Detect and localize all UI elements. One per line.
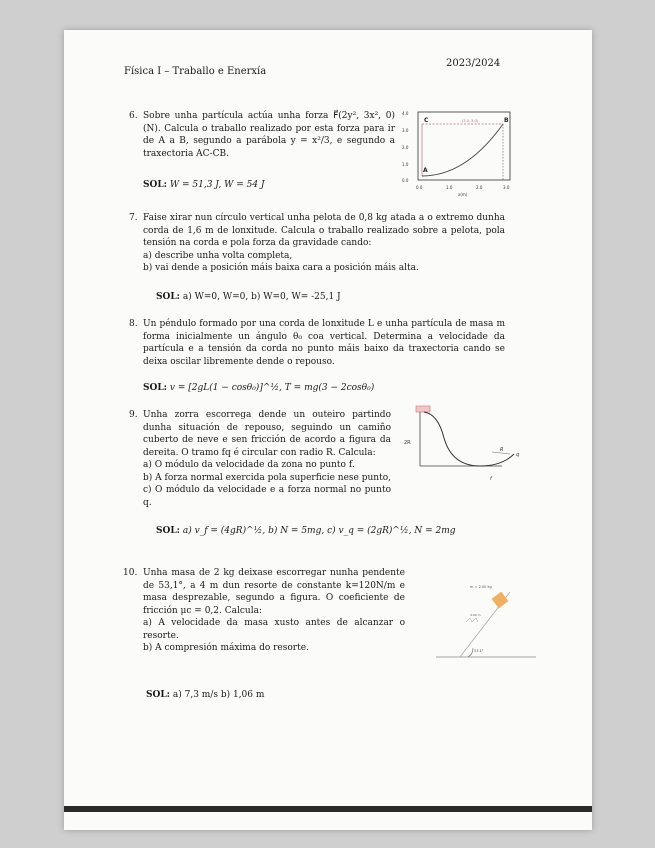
angle-label: 53.1° — [474, 649, 484, 653]
problem-text: Unha masa de 2 kg deixase escorregar nunha pendente de 53,1°, a 4 m dun resorte de constante k=120N/m e masa desprezable, segundo a figura. O coeficiente de fricción μc = 0,2. Calcula: — [143, 568, 405, 616]
solution-7 — [156, 292, 341, 302]
y-tick: 4.0 — [402, 111, 409, 116]
problem-8 — [129, 318, 505, 368]
header-year: 2023/2024 — [446, 58, 501, 69]
point-c-label: C — [424, 117, 429, 124]
force-path-graph — [400, 104, 518, 200]
problem-text: Sobre unha partícula actúa unha forza F⃗(2y², 3x², 0)(N). Calcula o traballo realizado por esta forza para ir de A a B, segundo a parábola y = x²/3, e segundo a traxectoria AC-CB. — [143, 111, 395, 159]
solution-label: SOL: — [156, 526, 180, 536]
solution-10 — [146, 690, 264, 700]
solution-label: SOL: — [143, 383, 167, 393]
radius-label: R — [500, 447, 504, 453]
problem-6 — [129, 110, 395, 160]
problem-9 — [129, 409, 391, 509]
solution-text: a) W=0, W=0, b) W=0, W= -25,1 J — [182, 292, 341, 302]
solution-8 — [143, 383, 374, 393]
item: b) vai dende a posición máis baixa cara a posición máis alta. — [143, 263, 419, 273]
solution-label: SOL: — [143, 180, 167, 190]
y-tick: 3.0 — [402, 128, 409, 133]
problem-text: Unha zorra escorrega dende un outeiro partindo dunha situación de repouso, seguindo un camiño cuberto de neve e sen fricción de acordo a figura da dereita. O tramo fq é circular con radio R. Calcula: — [143, 410, 391, 458]
problem-text: Un péndulo formado por una corda de lonxitude L e unha partícula de masa m forma inicialmente un ángulo θ₀ coa vertical. Determina a velocidade da partícula e a tensión da corda no punto máis baixo da traxectoria cando se deixa oscilar libremente dende o repouso. — [143, 319, 505, 367]
solution-text: a) 7,3 m/s b) 1,06 m — [172, 690, 265, 700]
incline-figure — [436, 580, 540, 664]
problem-number: 6. — [129, 111, 138, 121]
mass-block — [492, 592, 509, 609]
solution-text: W = 51,3 J, W = 54 J — [169, 180, 265, 190]
y-tick: 0.0 — [402, 178, 409, 183]
point-f-label: f — [490, 476, 492, 482]
angle-arc — [468, 648, 473, 657]
solution-label: SOL: — [146, 690, 170, 700]
solution-6 — [143, 180, 265, 190]
snow-path — [424, 412, 514, 466]
problem-number: 10. — [123, 568, 138, 578]
problem-7 — [129, 212, 505, 275]
mass-label: m = 2.00 kg — [470, 585, 492, 589]
page-bottom-border — [64, 806, 592, 812]
point-b-coord: (3.0, 3.0) — [462, 119, 479, 123]
solution-9 — [156, 526, 456, 536]
hill-figure — [402, 404, 526, 490]
item: a) describe unha volta completa, — [143, 250, 293, 261]
fox-block — [416, 406, 430, 412]
problem-10 — [123, 567, 405, 655]
height-label: 2R — [404, 440, 411, 446]
item: c) O módulo da velocidade e a forza normal no punto q. — [143, 485, 391, 508]
header-title: Física I – Traballo e Enerxía — [124, 66, 267, 77]
y-tick: 2.0 — [402, 145, 409, 150]
problem-number: 7. — [129, 213, 138, 223]
parabola-path — [422, 124, 503, 176]
x-tick: 1.0 — [446, 185, 453, 190]
item: b) A forza normal exercida pola superficie nese punto, — [143, 472, 391, 483]
item: b) A compresión máxima do resorte. — [143, 643, 309, 653]
solution-text: v = [2gL(1 − cosθ₀)]^½, T = mg(3 − 2cosθ₀) — [169, 383, 375, 393]
point-q-label: q — [516, 452, 520, 458]
problem-items — [143, 459, 391, 509]
point-a-label: A — [423, 167, 428, 174]
x-tick: 0.0 — [416, 185, 423, 190]
problem-number: 9. — [129, 410, 138, 420]
problem-items — [143, 250, 505, 275]
y-tick: 1.0 — [402, 162, 409, 167]
problem-number: 8. — [129, 319, 138, 329]
problem-items — [143, 617, 405, 655]
x-tick: 3.0 — [503, 185, 510, 190]
distance-label: 4.00 m — [470, 613, 481, 617]
problem-text: Faise xirar nun círculo vertical unha pelota de 0,8 kg atada a o extremo dunha corda de 1,6 m de lonxitude. Calcula o traballo realizado sobre a pelota, pola tensión na corda e pola forza da gravidade cando: — [143, 213, 505, 248]
x-axis-label: x(m) — [458, 192, 468, 197]
x-tick: 2.0 — [476, 185, 483, 190]
point-b-label: B — [504, 117, 509, 124]
solution-text: a) v_f = (4gR)^½, b) N = 5mg, c) v_q = (2gR)^½, N = 2mg — [182, 526, 456, 536]
item: a) A velocidade da masa xusto antes de alcanzar o resorte. — [143, 618, 405, 641]
solution-label: SOL: — [156, 292, 180, 302]
item: a) O módulo da velocidade da zona no punto f. — [143, 460, 355, 470]
spring — [466, 618, 478, 622]
